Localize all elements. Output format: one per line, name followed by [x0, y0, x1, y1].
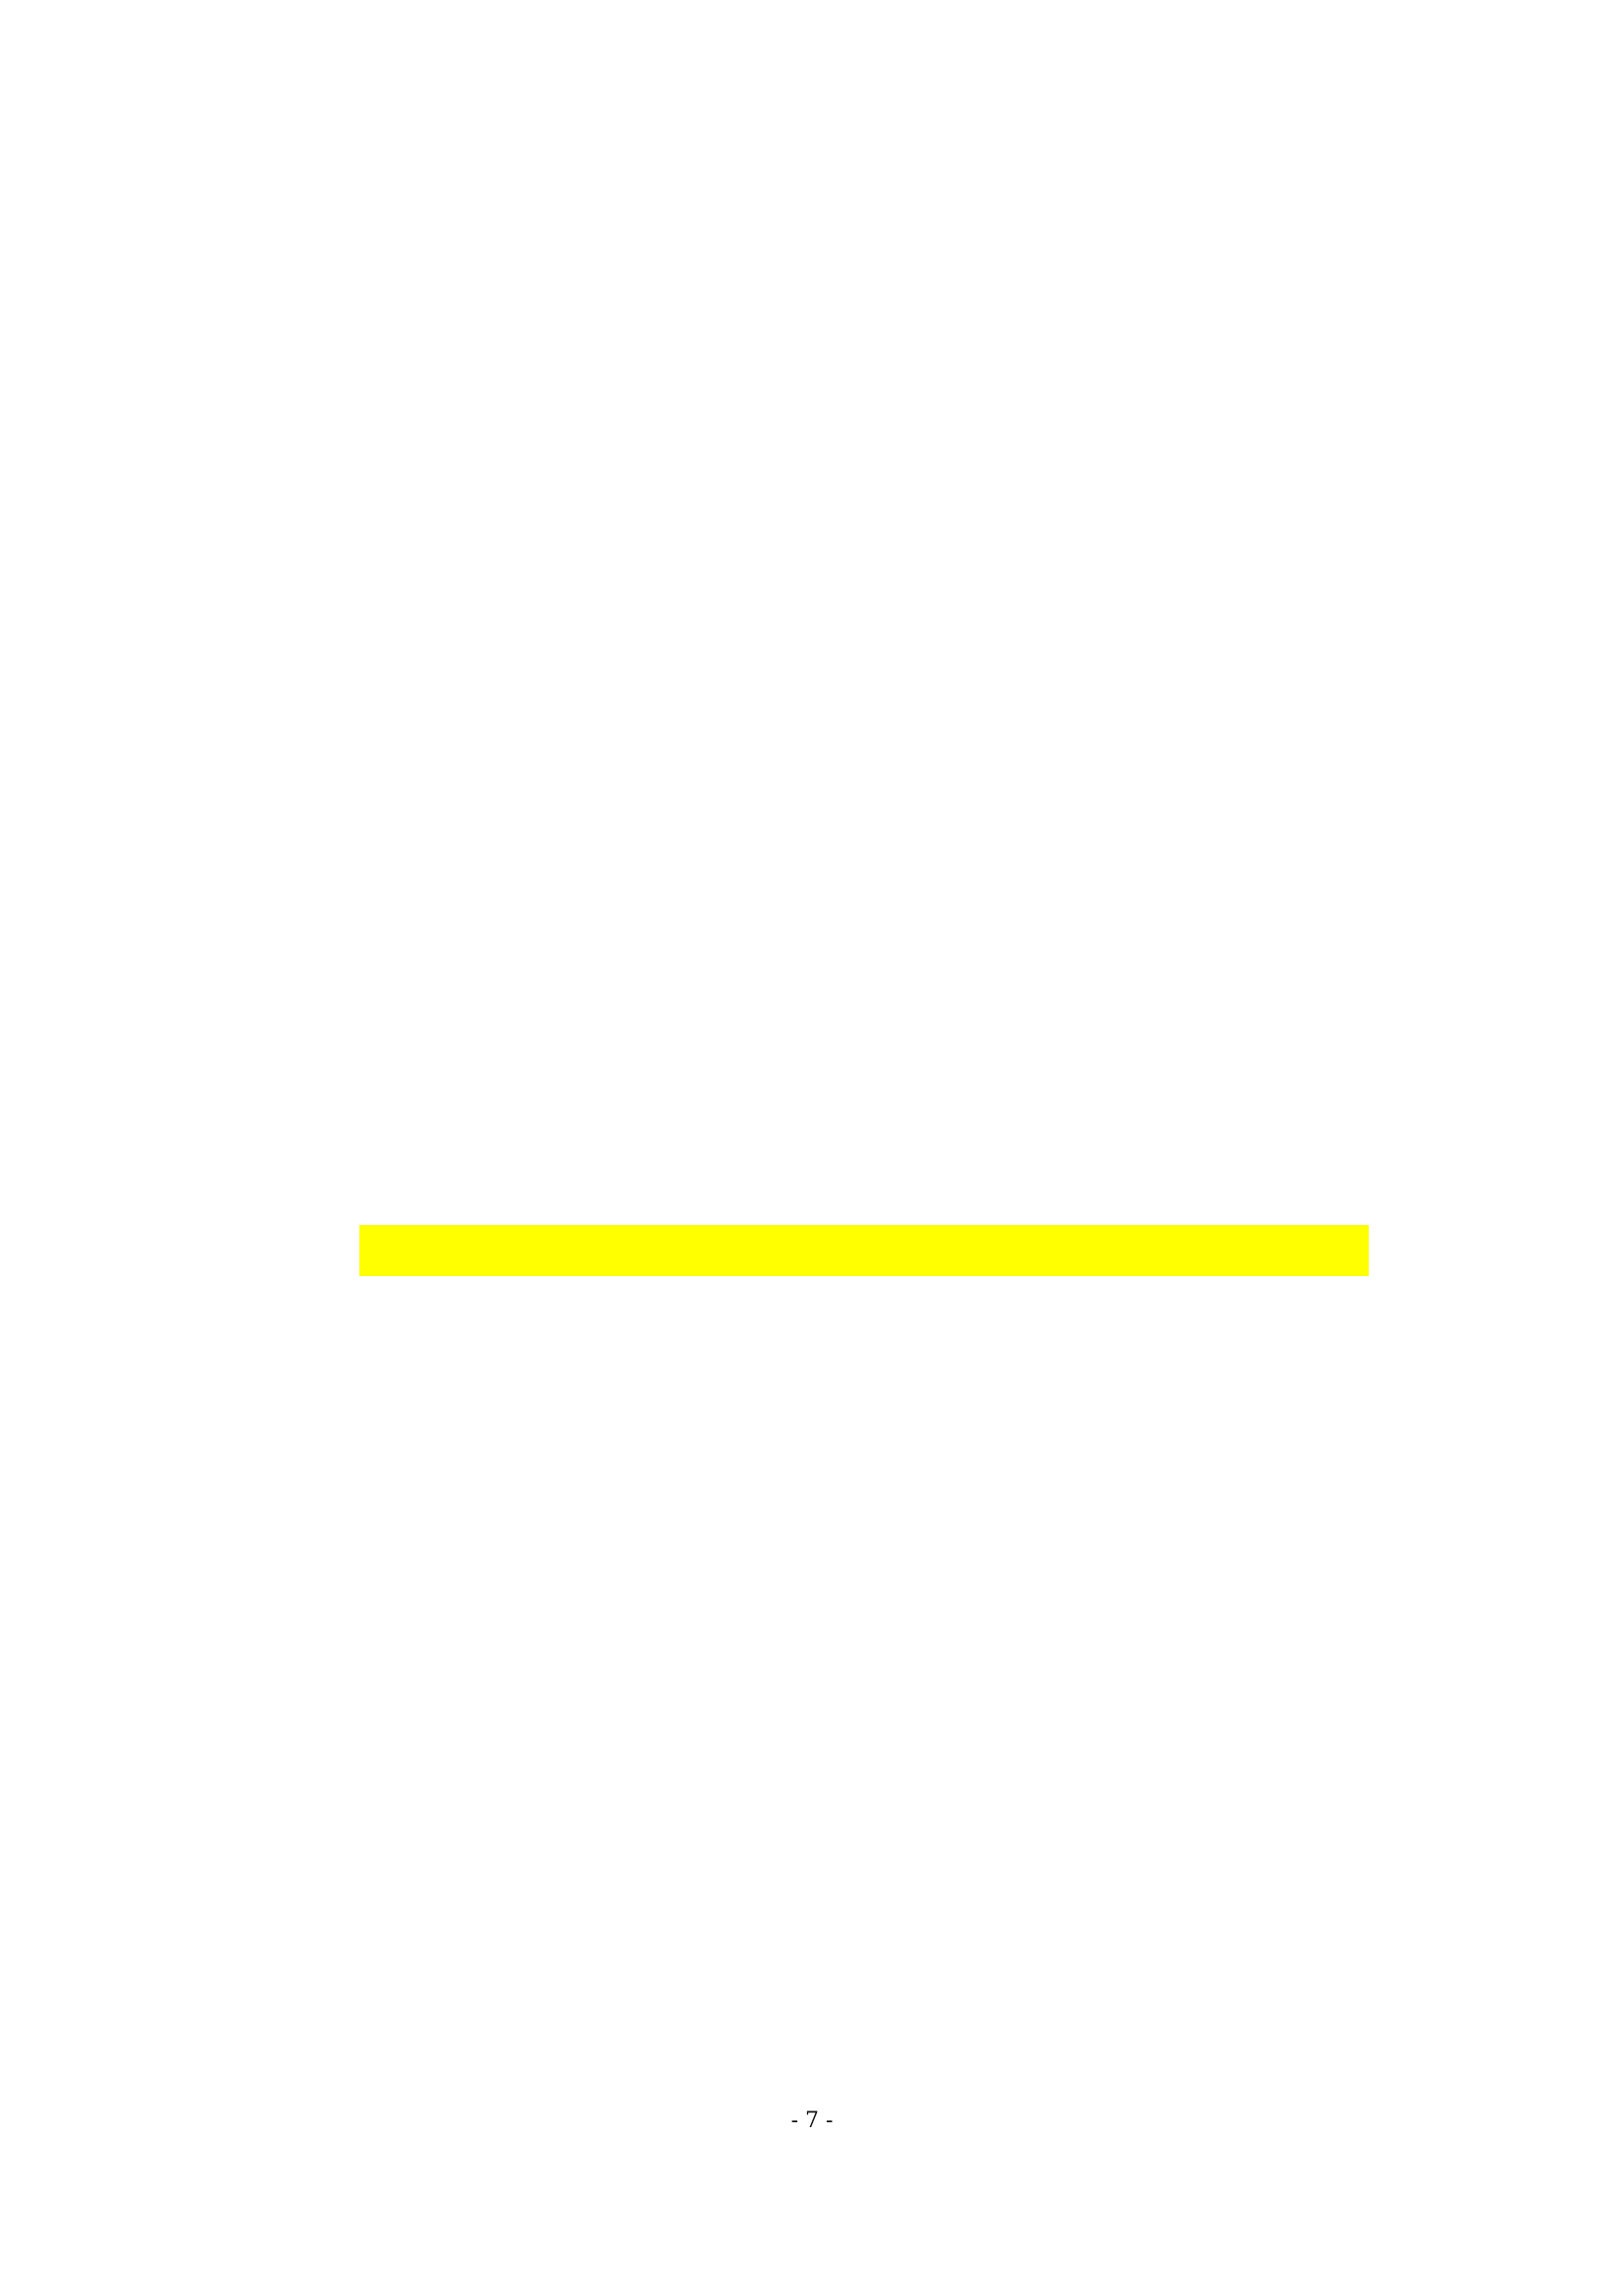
- subtotal-highlight: [359, 1225, 1369, 1276]
- curriculum-table: [257, 216, 1369, 2075]
- page-number: - 7 -: [790, 2109, 834, 2133]
